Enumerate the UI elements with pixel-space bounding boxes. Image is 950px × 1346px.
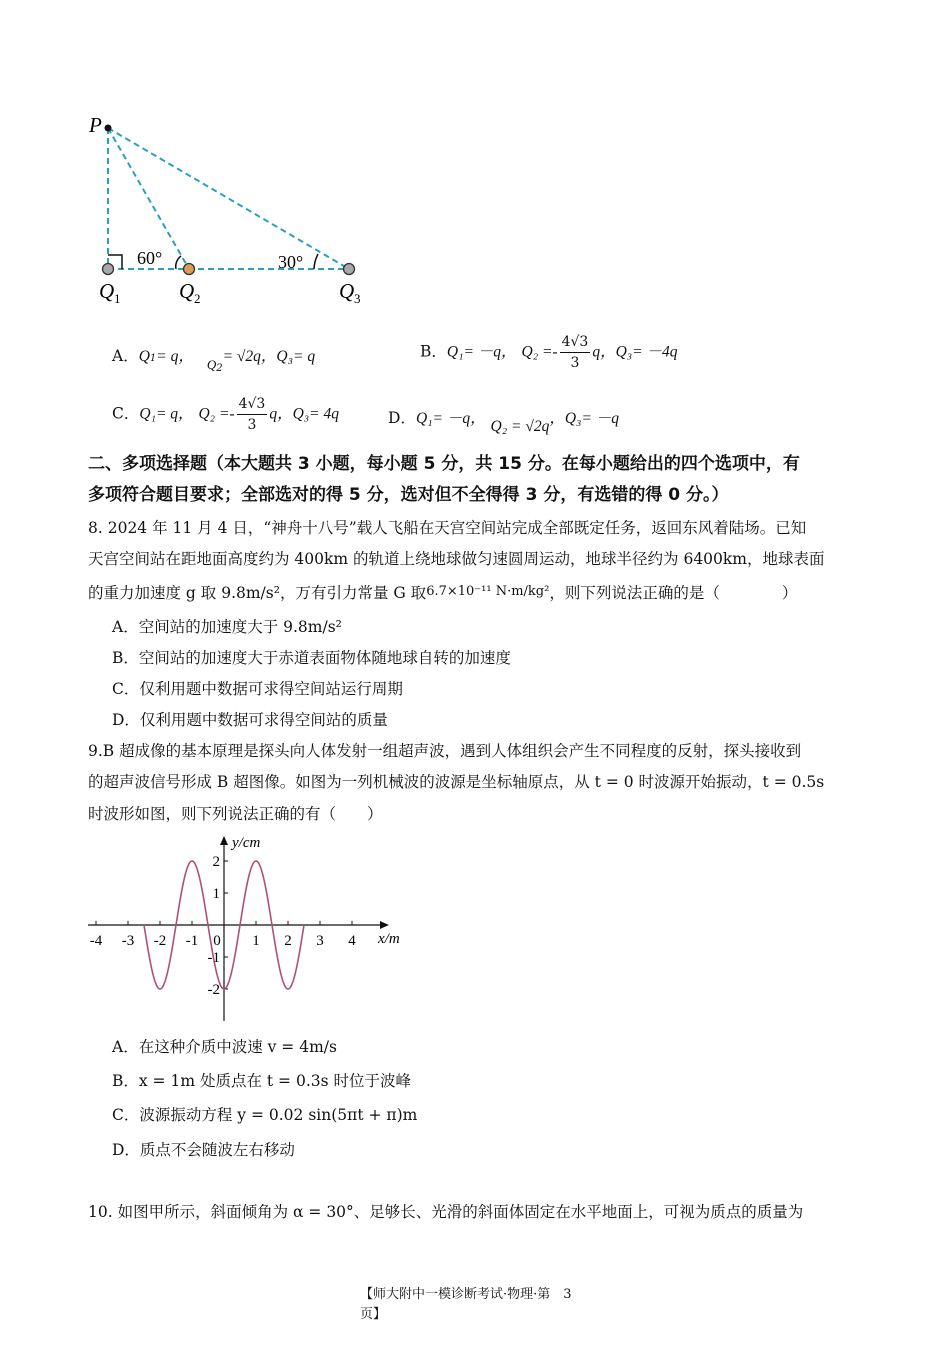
q9-line-3: 时波形如图，则下列说法正确的有（ ） bbox=[88, 805, 383, 823]
option-d-q2: Q₂ = √2q bbox=[490, 418, 550, 435]
option-b-q3: q，Q₃= －4q bbox=[592, 343, 678, 361]
option-d-q1: Q₁= －q， bbox=[415, 410, 486, 427]
q7-option-a: A．Q1= q， $_{Q2}$= √2q，Q₃= q bbox=[112, 347, 316, 374]
section-2-heading-line-2: 多项符合题目要求；全部选对的得 5 分，选对但不全得得 3 分，有选错的得 0 分。） bbox=[88, 485, 729, 505]
gravitational-constant: 6.7×10⁻¹¹ N·m/kg² bbox=[426, 584, 550, 599]
charge-q2 bbox=[184, 264, 195, 275]
x-tick-label: -3 bbox=[121, 933, 135, 949]
x-tick-label: -1 bbox=[185, 933, 199, 949]
x-axis-arrow bbox=[380, 921, 389, 929]
q10-line-1: 10. 如图甲所示，斜面倾角为 α = 30°、足够长、光滑的斜面体固定在水平地面上，可视为质点的质量为 bbox=[88, 1203, 804, 1221]
y-axis-label: y/cm bbox=[232, 835, 261, 851]
x-tick-label: 3 bbox=[316, 933, 324, 949]
x-tick-label: 1 bbox=[252, 933, 260, 949]
q8-line-2: 天宫空间站在距地面高度约为 400km 的轨道上绕地球做匀速圆周运动，地球半径约为 6400km，地球表面 bbox=[88, 550, 825, 568]
x-tick-label: 2 bbox=[284, 933, 292, 949]
q8-line-1: 8. 2024 年 11 月 4 日，“神舟十八号”载人飞船在天宫空间站完成全部既定任务，返回东风着陆场。已知 bbox=[88, 519, 807, 537]
q7-option-c bbox=[112, 394, 339, 435]
y-tick-label: -1 bbox=[207, 950, 220, 966]
option-b-fraction: $\frac{4√3}{3}$ bbox=[561, 334, 589, 371]
label-p: P bbox=[89, 113, 102, 137]
q9-line-2: 的超声波信号形成 B 超图像。如图为一列机械波的波源是坐标轴原点，从 t = 0 时波源开始振动，t = 0.5s bbox=[88, 773, 825, 791]
q7-charge-diagram bbox=[80, 110, 380, 315]
q9-line-1: 9.B 超成像的基本原理是探头向人体发射一组超声波，遇到人体组织会产生不同程度的反射，探头接收到 bbox=[88, 742, 802, 760]
q8-option-a: A．空间站的加速度大于 9.8m/s² bbox=[112, 618, 342, 636]
label-q2: Q bbox=[179, 279, 195, 303]
option-b-label: B． bbox=[420, 342, 447, 361]
q8-option-b: B．空间站的加速度大于赤道表面物体随地球自转的加速度 bbox=[112, 649, 511, 667]
y-tick-label: -2 bbox=[207, 982, 220, 998]
option-c-q2: Q₂ =- bbox=[198, 405, 235, 423]
point-p bbox=[105, 125, 112, 132]
y-axis-arrow bbox=[220, 836, 228, 845]
option-c-fraction: $\frac{4√3}{3}$ bbox=[238, 396, 266, 433]
angle-arc-60 bbox=[176, 256, 181, 269]
option-a-q1-value: = q， bbox=[156, 348, 194, 365]
q9-option-c: C．波源振动方程 y = 0.02 sin(5πt + π)m bbox=[112, 1106, 418, 1124]
label-q3-sub: 3 bbox=[354, 291, 361, 306]
q9-option-a: A．在这种介质中波速 v = 4m/s bbox=[112, 1038, 337, 1056]
label-angle-60: 60° bbox=[137, 248, 163, 268]
charge-q1 bbox=[103, 264, 114, 275]
x-tick-label: -4 bbox=[89, 933, 103, 949]
q8-option-c: C．仅利用题中数据可求得空间站运行周期 bbox=[112, 680, 403, 698]
q8-option-d: D．仅利用题中数据可求得空间站的质量 bbox=[112, 711, 388, 729]
label-q2-sub: 2 bbox=[194, 291, 201, 306]
y-tick-label: 1 bbox=[212, 886, 220, 902]
x-axis-label: x/m bbox=[378, 931, 400, 947]
option-b-q2: Q₂ =- bbox=[521, 343, 558, 361]
option-a-q2: Q bbox=[206, 357, 217, 372]
option-c-q3: q，Q₃= 4q bbox=[269, 405, 339, 423]
angle-arc-30 bbox=[314, 254, 318, 269]
option-d-label: D． bbox=[388, 409, 416, 427]
q7-option-b bbox=[420, 332, 678, 373]
q8-line-3-text: 的重力加速度 g 取 9.8m/s²，万有引力常量 G 取 bbox=[88, 584, 427, 602]
label-q1-sub: 1 bbox=[114, 291, 121, 306]
q8-line-3-end: ，则下列说法正确的是（ ） bbox=[549, 584, 798, 602]
option-d-q3: ，Q₃= －q bbox=[549, 410, 620, 427]
option-a-q3: ，Q₃= q bbox=[260, 348, 316, 365]
label-q1: Q bbox=[99, 279, 115, 303]
x-tick-label: -2 bbox=[153, 933, 167, 949]
option-a-q2-value: = √2q bbox=[222, 348, 261, 365]
q7-option-d bbox=[388, 406, 619, 436]
option-c-q1: Q₁= q， bbox=[139, 405, 194, 423]
x-tick-label: 0 bbox=[213, 933, 221, 949]
wave-chart bbox=[80, 825, 420, 1025]
q9-option-d: D．质点不会随波左右移动 bbox=[112, 1141, 295, 1159]
y-tick-label: 2 bbox=[212, 854, 220, 870]
q8-line-3 bbox=[88, 576, 797, 609]
option-a-label: A． bbox=[112, 347, 139, 365]
footer-line-2: 页】 bbox=[360, 1307, 387, 1322]
label-angle-30: 30° bbox=[278, 252, 304, 272]
option-a-q1: Q bbox=[138, 348, 150, 365]
label-q3: Q bbox=[339, 279, 355, 303]
x-tick-label: 4 bbox=[348, 933, 356, 949]
option-c-label: C． bbox=[112, 404, 140, 423]
footer-line-1: 【师大附中一模诊断考试·物理·第 3 bbox=[360, 1287, 572, 1302]
option-b-q1: Q₁= －q， bbox=[446, 343, 517, 361]
charge-q3 bbox=[344, 264, 355, 275]
q9-option-b: B．x = 1m 处质点在 t = 0.3s 时位于波峰 bbox=[112, 1072, 411, 1090]
section-2-heading-line-1: 二、多项选择题（本大题共 3 小题，每小题 5 分，共 15 分。在每小题给出的四个选项中，有 bbox=[88, 454, 800, 474]
